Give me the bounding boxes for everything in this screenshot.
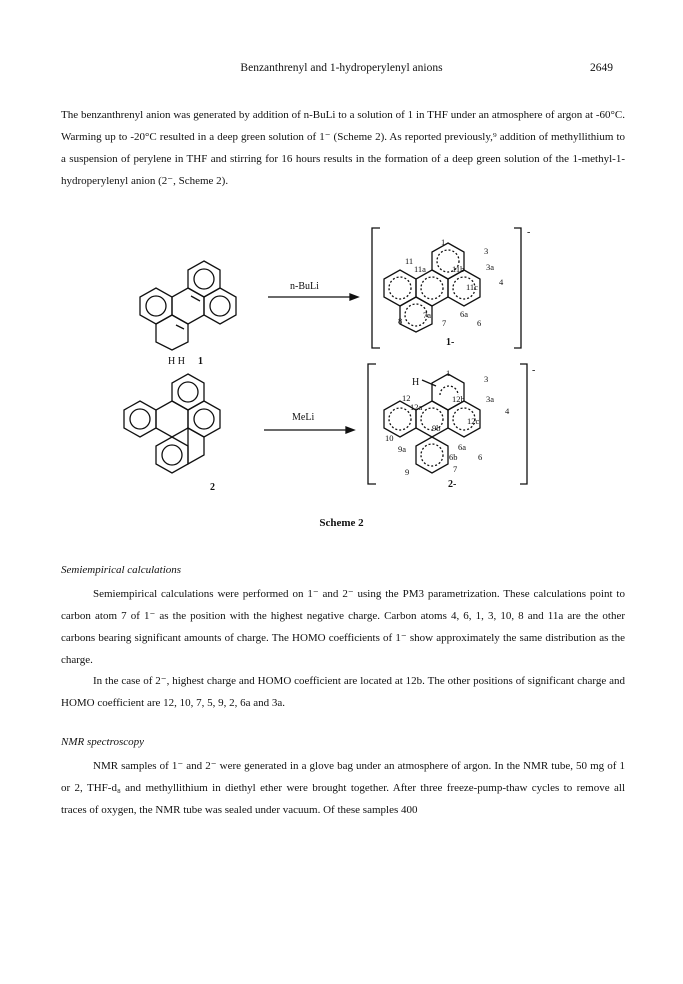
svg-text:11: 11 <box>405 256 414 266</box>
reactant1-label: 1 <box>198 356 203 367</box>
svg-text:6: 6 <box>477 318 482 328</box>
svg-text:7a: 7a <box>423 310 432 320</box>
svg-text:7: 7 <box>442 318 447 328</box>
svg-text:12b: 12b <box>452 394 465 404</box>
product2-label: 2- <box>448 479 457 490</box>
scheme-caption: Scheme 2 <box>319 517 364 529</box>
section-heading-semiempirical: Semiempirical calculations <box>61 564 182 576</box>
intro-paragraph: The benzanthrenyl anion was generated by addition of n-BuLi to a solution of 1 in THF under an atmosphere of argon at -60°C. Warming up to -20°C resulted in a deep green solution of 1⁻ (Scheme 2). As reported previously,⁹ addition of methyllithium to a suspension of perylene in THF and stirring for 16 hours results in the formation of a deep green solution of the 1-methyl-1-hydroperylenyl anion (2⁻, Scheme 2). <box>61 109 625 187</box>
svg-text:12: 12 <box>402 393 411 403</box>
product1-charge: - <box>527 227 531 238</box>
svg-text:7: 7 <box>453 464 458 474</box>
semiempirical-paragraph-1: Semiempirical calculations were performed on 1⁻ and 2⁻ using the PM3 parametrization. These calculations point to carbon atom 7 of 1⁻ as the position with the highest negative charge. Carbon atoms 4, 6, 1, 3, 10, 8 and 11a are the other carbons bearing significant amounts of charge. The HOMO coefficients of 1⁻ show approximately the same distribution as the charge. <box>61 588 625 666</box>
product2-charge: - <box>532 365 536 376</box>
svg-text:6b: 6b <box>449 452 458 462</box>
bracket-right-1 <box>514 228 521 348</box>
svg-text:1: 1 <box>441 237 446 247</box>
svg-text:6a: 6a <box>460 309 469 319</box>
benzanthrene-structure <box>140 261 236 350</box>
svg-text:9a: 9a <box>398 444 407 454</box>
svg-text:1: 1 <box>446 368 451 378</box>
svg-text:3a: 3a <box>486 262 495 272</box>
svg-text:12c: 12c <box>467 416 480 426</box>
bracket-right-2 <box>520 364 527 484</box>
svg-text:11a: 11a <box>414 264 426 274</box>
product2-h-label: H <box>412 377 420 388</box>
svg-text:3: 3 <box>484 374 489 384</box>
bracket-left-1 <box>372 228 380 348</box>
svg-text:10: 10 <box>385 433 394 443</box>
svg-text:12a: 12a <box>410 402 423 412</box>
svg-text:11c: 11c <box>466 282 478 292</box>
bracket-left-2 <box>368 364 376 484</box>
reagent-1: n-BuLi <box>290 281 319 292</box>
reactant1-h-label: H H <box>168 356 185 367</box>
perylene-structure <box>124 374 220 473</box>
nmr-paragraph-1: NMR samples of 1⁻ and 2⁻ were generated in a glove bag under an atmosphere of argon. In the NMR tube, 50 mg of 1 or 2, THF-d₈ and methyllithium in diethyl ether were brought together. After three freeze-pump-thaw cycles to remove all traces of oxygen, the NMR tube was sealed under vacuum. Of these samples 400 <box>61 760 625 816</box>
semiempirical-paragraph-2: In the case of 2⁻, highest charge and HOMO coefficient are located at 12b. The other positions of significant charge and HOMO coefficient are 12, 10, 7, 5, 9, 2, 6a and 3a. <box>61 675 625 709</box>
svg-text:4: 4 <box>499 277 504 287</box>
section-heading-nmr: NMR spectroscopy <box>61 736 144 748</box>
svg-text:4: 4 <box>505 406 510 416</box>
svg-text:9b: 9b <box>432 423 441 433</box>
product1-label: 1- <box>446 337 455 348</box>
running-title: Benzanthrenyl and 1-hydroperylenyl anions <box>240 62 443 74</box>
page-number: 2649 <box>590 62 613 74</box>
svg-text:3: 3 <box>484 246 489 256</box>
svg-text:6a: 6a <box>458 442 467 452</box>
svg-text:8: 8 <box>398 316 403 326</box>
reactant2-label: 2 <box>210 482 215 493</box>
svg-text:9: 9 <box>405 467 410 477</box>
reagent-2: MeLi <box>292 412 315 423</box>
svg-text:3a: 3a <box>486 394 495 404</box>
svg-text:6: 6 <box>478 452 483 462</box>
svg-text:11b: 11b <box>452 264 465 274</box>
